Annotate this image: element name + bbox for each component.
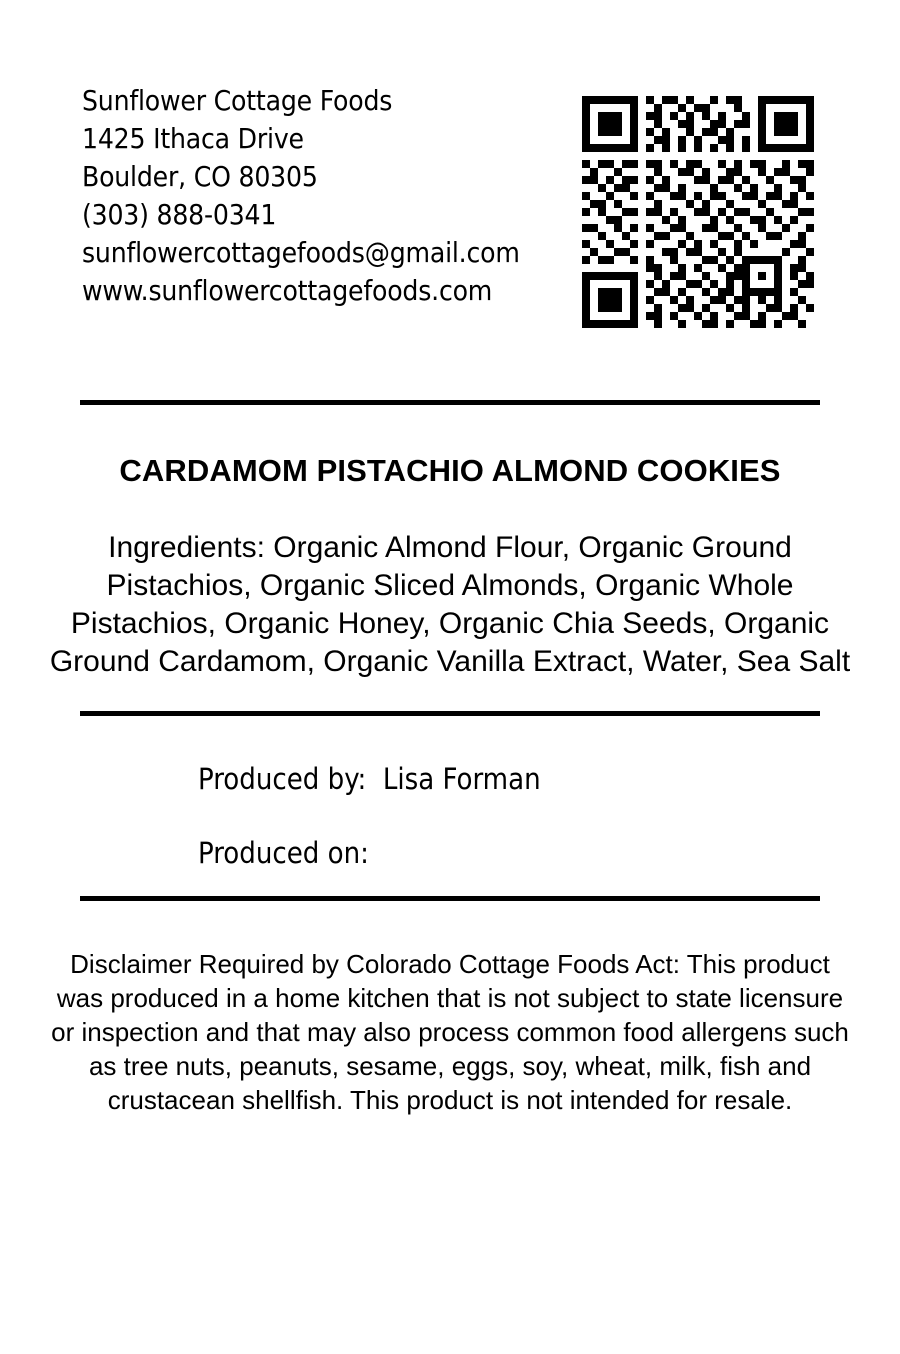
business-website: www.sunflowercottagefoods.com [82,274,493,307]
business-name: Sunflower Cottage Foods [82,84,393,117]
label-header [0,0,900,328]
divider-top [80,400,820,405]
business-info-block [82,82,520,310]
business-address-line-1: 1425 Ithaca Drive [82,122,304,155]
qr-code-container [582,96,814,328]
divider-middle [80,711,820,716]
product-title: CARDAMOM PISTACHIO ALMOND COOKIES [119,453,781,488]
produced-on-row: Produced on: [198,836,369,870]
business-address-line-2: Boulder, CO 80305 [82,160,318,193]
produced-by-row: Produced by: Lisa Forman [198,762,541,796]
business-phone: (303) 888-0341 [82,198,277,231]
business-email: sunflowercottagefoods@gmail.com [82,236,520,269]
qr-code-icon [582,96,814,328]
ingredients-text: Ingredients: Organic Almond Flour, Organic Ground Pistachios, Organic Sliced Almonds, Organic Whole Pistachios, Organic Honey, Organic Chia Seeds, Organic Ground Cardamom, Organic Vanilla Extract, Water, Sea Salt [49,531,851,678]
disclaimer-text: Disclaimer Required by Colorado Cottage Foods Act: This product was produced in a home kitchen that is not subject to state licensure or inspection and that may also process common food allergens such as tree nuts, peanuts, sesame, eggs, soy, wheat, milk, fish and crustacean shellfish. This product is not intended for resale. [51,949,849,1115]
divider-bottom [80,896,820,901]
produced-block [0,762,900,870]
